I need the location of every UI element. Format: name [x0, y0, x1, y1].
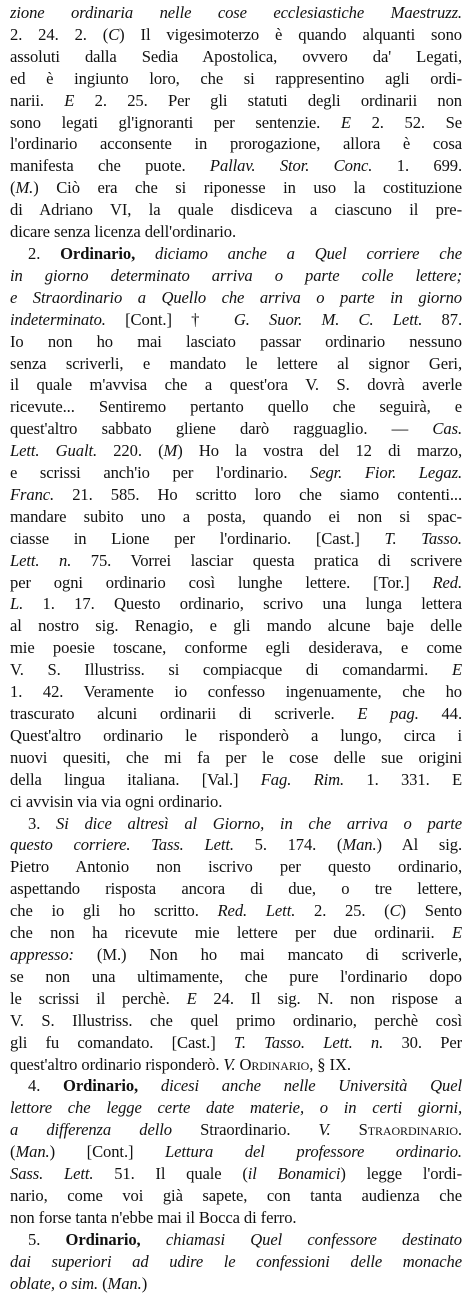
text-run: Straordinario.: [171, 1120, 319, 1140]
text-run: 51. Il quale (: [93, 1164, 248, 1184]
text-run: C: [108, 24, 120, 44]
text-run: Maestruzz.: [390, 3, 462, 22]
text-line: [10, 221, 462, 243]
text-line: [10, 2, 462, 24]
text-run: , § IX.: [309, 1054, 351, 1074]
text-run: diciamo anche a Quel corriere che: [135, 243, 462, 263]
text-line: [10, 1032, 462, 1054]
text-line: [10, 418, 462, 440]
text-run: V.: [223, 1054, 236, 1074]
text-run: per ogni ordinario così lunghe lettere. [Tor.]: [10, 572, 433, 592]
text-line: [10, 791, 462, 813]
text-line: [10, 1141, 462, 1163]
text-run: sono legati gl'ignoranti per sentenzie.: [10, 112, 341, 132]
text-line: [10, 265, 462, 287]
text-run: a differenza dello: [10, 1120, 172, 1140]
text-run: nario, come voi già sapete, con tanta audienza che: [10, 1185, 462, 1205]
text-run: (M.) Non ho mai mancato di scriverle,: [73, 944, 462, 964]
text-run: e scrissi anch'io per l'ordinario.: [10, 463, 310, 483]
text-run: Pallav. Stor. Conc.: [209, 156, 373, 176]
entry-paragraph-5: [10, 1229, 462, 1294]
text-line: [10, 1010, 462, 1032]
text-line: [10, 155, 462, 177]
text-run: E: [64, 90, 75, 110]
text-line: [10, 506, 462, 528]
text-line: [10, 813, 462, 835]
text-run: ) Al sig.: [376, 835, 462, 855]
text-line: [10, 878, 462, 900]
text-line: [10, 528, 462, 550]
text-line: [10, 243, 462, 265]
text-run: in giorno determinato arriva o parte colle lettere;: [10, 265, 462, 285]
text-run: E: [340, 112, 351, 132]
text-run: ) Ciò era che si riponesse in uso la costituzione: [33, 178, 462, 198]
text-line: [10, 659, 462, 681]
text-run: 75. Vorrei lasciar questa pratica di scrivere: [71, 550, 462, 570]
text-line: [10, 353, 462, 375]
text-run: l'ordinario acconsente in prorogazione, allora è cosa: [10, 134, 462, 154]
entry-paragraph-4: [10, 1075, 462, 1228]
text-run: 3.: [28, 813, 57, 833]
text-line: [10, 922, 462, 944]
text-run: 4.: [28, 1076, 64, 1096]
text-run: 87.: [422, 309, 462, 329]
text-run: E: [451, 923, 462, 943]
text-line: [10, 769, 462, 791]
text-line: [10, 572, 462, 594]
text-line: [10, 703, 462, 725]
text-run: al nostro sig. Renagio, e gli mando alcune baje delle: [10, 616, 462, 636]
text-run: T. Tasso. Lett. n.: [233, 1032, 384, 1052]
text-run: zione ordinaria nelle cose ecclesiastiche: [10, 3, 365, 22]
text-run: trascurato alcuni ordinarii di scriverle.: [10, 704, 358, 723]
text-run: quest'altro ordinario risponderò.: [10, 1054, 224, 1074]
text-run: indeterminato.: [10, 309, 106, 329]
text-run: ricevute... Sentiremo pertanto quello che seguirà, e: [10, 397, 462, 417]
text-run: lettore che legge certe date materie, o in certi giorni,: [10, 1098, 462, 1118]
text-run: Lett. n.: [10, 550, 72, 570]
text-run: narii.: [10, 90, 65, 110]
text-line: [10, 681, 462, 703]
text-run: 21. 585. Ho scritto loro che siamo contenti...: [54, 484, 462, 504]
text-run: dai superiori ad udire le confessioni delle monache: [10, 1251, 462, 1271]
text-line: [10, 484, 462, 506]
text-run: oblate, o sim.: [10, 1273, 99, 1293]
entry-headword: Ordinario,: [60, 243, 136, 263]
text-line: [10, 177, 462, 199]
text-run: aspettando risposta ancora di due, o tre lettere,: [10, 879, 462, 899]
text-line: [10, 1054, 462, 1076]
text-line: [10, 46, 462, 68]
text-run: V. S. Illustriss. che quel primo ordinario, perchè così: [10, 1010, 462, 1030]
text-run: ): [141, 1273, 148, 1293]
text-line: [10, 1075, 462, 1097]
text-run: 2. 25. (: [295, 901, 390, 921]
text-run: Cas.: [432, 419, 462, 439]
text-line: [10, 747, 462, 769]
text-run: il Bonamici: [247, 1164, 341, 1184]
entry-paragraph-1: [10, 2, 462, 243]
text-line: [10, 24, 462, 46]
text-run: [Cont.] †: [105, 309, 234, 329]
text-run: ) [Cont.]: [49, 1142, 166, 1162]
text-run: nuovi quesiti, che mi fa per le cose delle sue origini: [10, 747, 462, 767]
text-line: [10, 90, 462, 112]
entry-headword: Ordinario,: [65, 1229, 141, 1249]
text-run: 5.: [28, 1229, 66, 1249]
text-line: [10, 68, 462, 90]
text-run: Red. Lett.: [217, 901, 296, 921]
text-run: V.: [318, 1120, 331, 1140]
text-run: 1. 331. E: [344, 769, 462, 789]
text-run: C: [389, 901, 401, 921]
text-run: E: [186, 988, 197, 1008]
text-line: [10, 550, 462, 572]
entry-paragraph-2: [10, 243, 462, 813]
text-run: ) legge l'ordi-: [340, 1164, 462, 1184]
text-run: 2.: [28, 243, 61, 263]
text-run: [364, 3, 390, 22]
text-run: Io non ho mai lasciato passar ordinario nessuno: [10, 331, 462, 351]
text-run: (: [98, 1273, 108, 1293]
text-run: T. Tasso.: [384, 528, 462, 548]
text-line: [10, 309, 462, 331]
text-run: della lingua italiana. [Val.]: [10, 769, 261, 789]
text-line: [10, 725, 462, 747]
text-run: (: [10, 178, 16, 198]
text-line: [10, 1119, 462, 1141]
text-run: M: [163, 441, 178, 461]
text-run: questo corriere. Tass. Lett.: [10, 835, 234, 855]
text-run: appresso:: [10, 944, 74, 964]
text-line: [10, 593, 462, 615]
text-run: il quale m'avvisa che a quest'ora V. S. dovrà averle: [10, 375, 462, 395]
text-line: [10, 1163, 462, 1185]
text-run: manifesta che puote.: [10, 156, 210, 176]
text-line: [10, 133, 462, 155]
text-run: se non una ultimamente, che pure l'ordinario dopo: [10, 966, 462, 986]
text-run: che io gli ho scritto.: [10, 901, 218, 921]
text-run: ) Ho la vostra del 12 di marzo,: [177, 441, 462, 461]
text-line: [10, 637, 462, 659]
text-run: 2. 52. Se: [350, 112, 462, 132]
text-run: ci avvisin via via ogni ordinario.: [10, 791, 223, 811]
text-line: [10, 462, 462, 484]
text-run: 1. 42. Veramente io confesso ingenuamente, che ho: [10, 682, 462, 702]
text-run: le scrissi il perchè.: [10, 988, 187, 1008]
text-run: chiamasi Quel confessore destinato: [140, 1229, 462, 1249]
text-run: Segr. Fior. Legaz.: [310, 463, 462, 483]
text-run: Red.: [432, 572, 462, 592]
text-run: 44.: [418, 704, 462, 723]
text-line: [10, 287, 462, 309]
text-line: [10, 1273, 462, 1294]
text-run: ) Sento: [400, 901, 462, 921]
text-run: V. S. Illustriss. si compiacque di comandarmi.: [10, 660, 452, 680]
text-run: quest'altro sabbato gliene darò ragguaglio. —: [10, 419, 433, 439]
text-line: [10, 944, 462, 966]
text-run: M.: [15, 178, 34, 198]
text-run: G. Suor. M. C. Lett.: [233, 309, 423, 329]
text-run: Pietro Antonio non iscrivo per questo ordinario,: [10, 857, 462, 877]
text-run: Si dice altresì al Giorno, in che arriva o parte: [56, 813, 462, 833]
text-run: E pag.: [357, 704, 419, 723]
text-run: dicare senza licenza dell'ordinario.: [10, 222, 237, 242]
text-run: (: [10, 1142, 16, 1162]
entry-paragraph-3: [10, 813, 462, 1076]
text-line: [10, 396, 462, 418]
text-line: [10, 1207, 462, 1229]
text-run: gli fu comandato. [Cast.]: [10, 1032, 234, 1052]
text-run: 30. Per: [383, 1032, 462, 1052]
entry-headword: Ordinario,: [63, 1076, 139, 1096]
text-run: Man.: [342, 835, 377, 855]
text-run: Fag. Rim.: [260, 769, 345, 789]
text-run: ) Il vigesimoterzo è quando alquanti sono: [119, 24, 462, 44]
text-line: [10, 440, 462, 462]
text-run: 2. 25. Per gli statuti degli ordinarii non: [74, 90, 462, 110]
text-run: che non ha ricevute mie lettere per due ordinarii.: [10, 923, 452, 943]
text-line: [10, 900, 462, 922]
text-run: Franc.: [10, 484, 55, 504]
text-run: [331, 1120, 359, 1139]
text-line: [10, 1097, 462, 1119]
text-line: [10, 1251, 462, 1273]
text-run: E: [451, 660, 462, 680]
text-run: 1. 699.: [372, 156, 462, 176]
text-line: [10, 374, 462, 396]
text-run: non forse tanta n'ebbe mai il Bocca di ferro.: [10, 1207, 297, 1227]
text-run: Quest'altro ordinario le risponderò a lungo, circa i: [10, 725, 462, 745]
text-run: dicesi anche nelle Università Quel: [138, 1076, 462, 1096]
text-run: Sass. Lett.: [10, 1164, 94, 1184]
text-run: 220. (: [97, 441, 164, 461]
text-run: 1. 17. Questo ordinario, scrivo una lunga lettera: [23, 594, 462, 614]
text-run: Ordinario: [239, 1054, 310, 1074]
text-run: e Straordinario a Quello che arriva o parte in giorno: [10, 287, 462, 307]
text-line: [10, 112, 462, 134]
text-run: Lett. Gualt.: [10, 441, 98, 461]
text-line: [10, 834, 462, 856]
text-run: mie poesie toscane, conforme egli desiderava, e come: [10, 638, 462, 658]
text-run: assoluti dalla Sedia Apostolica, ovvero da' Legati,: [10, 46, 462, 66]
text-line: [10, 988, 462, 1010]
text-run: Man.: [15, 1142, 50, 1162]
text-run: Lettura del professore ordinario.: [165, 1142, 462, 1162]
text-run: 5. 174. (: [233, 835, 343, 855]
text-line: [10, 615, 462, 637]
text-run: Straordinario: [358, 1120, 458, 1140]
text-line: [10, 1185, 462, 1207]
text-run: di Adriano VI, la quale disdiceva a ciascuno il pre-: [10, 200, 462, 220]
text-line: [10, 966, 462, 988]
text-run: L.: [10, 594, 24, 614]
text-line: [10, 1229, 462, 1251]
text-run: 24. Il sig. N. non rispose a: [196, 988, 462, 1008]
text-run: 2. 24. 2. (: [10, 24, 109, 44]
text-run: ed è ingiunto loro, che si rappresentino agli ordi-: [10, 68, 462, 88]
text-line: [10, 331, 462, 353]
text-line: [10, 856, 462, 878]
text-run: Man.: [107, 1273, 142, 1293]
text-run: mandare subito uno a posta, quando ei non si spac-: [10, 506, 462, 526]
text-run: ciasse in Lione per l'ordinario. [Cast.]: [10, 528, 385, 548]
text-run: senza scriverli, e mandato le lettere al signor Geri,: [10, 353, 462, 373]
text-run: .: [457, 1120, 462, 1140]
text-line: [10, 199, 462, 221]
